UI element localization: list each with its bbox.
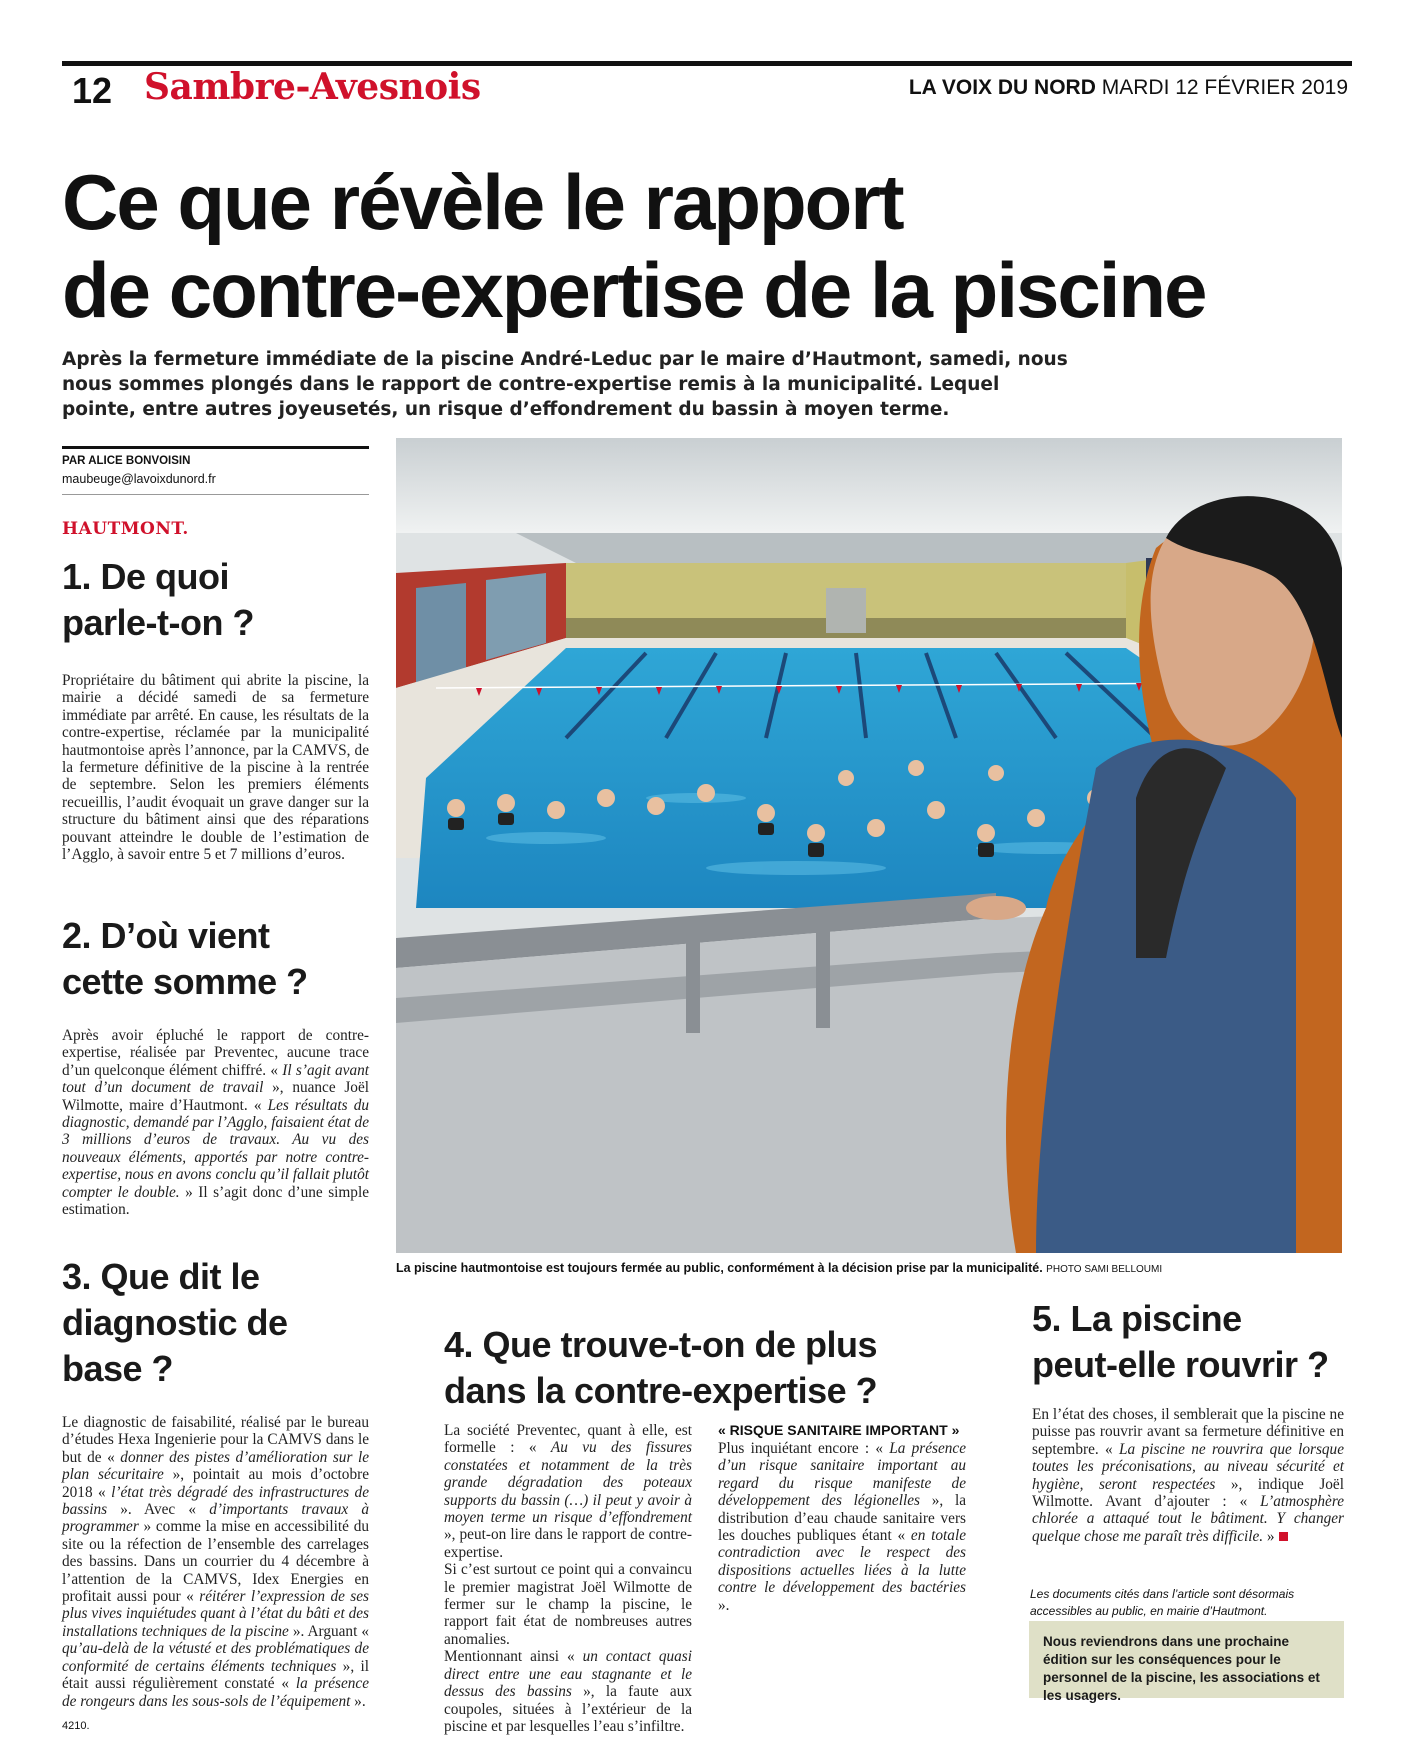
question-5-block [1032, 1296, 1344, 1545]
footer-code: 4210. [62, 1720, 90, 1732]
question-5-text [1032, 1406, 1344, 1545]
question-1-line-1: 1. De quoi [62, 556, 230, 597]
q5-text-run: » [1263, 1527, 1275, 1545]
byline-author: PAR ALICE BONVOISIN [62, 455, 191, 467]
byline-divider [62, 494, 369, 495]
subheading-health-risk: « RISQUE SANITAIRE IMPORTANT » [718, 1422, 960, 1438]
follow-up-text: Nous reviendrons dans une prochaine édition sur les conséquences pour le personnel de la piscine, les associations et les usagers. [1043, 1634, 1320, 1703]
q4-text-run: », la faute aux coupoles, situées à l’extérieur de la piscine et par lesquelles l’eau s’infiltre. [444, 1683, 692, 1735]
issue-date: MARDI 12 FÉVRIER 2019 [1101, 76, 1348, 99]
pool-photo [396, 438, 1342, 1253]
q4-text-run: », peut-on lire dans le rapport de contre-expertise. [444, 1526, 692, 1561]
follow-up-box [1029, 1621, 1344, 1703]
q4-text-run: ». [718, 1596, 730, 1614]
photo-credit: PHOTO SAMI BELLOUMI [1046, 1264, 1163, 1275]
q2-text-run: Après avoir épluché le rapport de contre-expertise, réalisée par Preventec, aucune trace d’un quelconque élément chiffré. « [62, 1027, 369, 1079]
question-2-line-1: 2. D’où vient [62, 915, 270, 956]
headline-line-1: Ce que révèle le rapport [62, 158, 903, 246]
q2-text-run: », nuance Joël Wilmotte, maire d’Hautmont. « [62, 1079, 369, 1114]
q3-text-run: » comme la mise en accessibilité du site ou la réfection de l’ensemble des carrelages des bassins. Dans un courrier du 4 décembre à l’attention de la CAMVS, Idex Energies en profitait aussi pour « [62, 1518, 369, 1606]
question-1-title [62, 554, 369, 646]
question-4-column-2 [718, 1422, 966, 1614]
q3-quote: d’importants travaux à programmer [62, 1501, 369, 1536]
newspaper-name: LA VOIX DU NORD [908, 76, 1096, 99]
q3-quote: la présence de rongeurs dans les sous-sols de l’équipement [62, 1675, 370, 1710]
q3-quote: qu’au-delà de la vétusté et des problématiques de conformité de certains éléments techniques [62, 1640, 369, 1675]
question-4-line-2: dans la contre-expertise ? [444, 1370, 878, 1411]
q4-quote: en totale contradiction avec le respect des dispositions actuelles liées à la lutte contre le développement des bactéries [718, 1527, 966, 1597]
question-1-block [62, 554, 369, 863]
section-name: Sambre-Avesnois [144, 66, 481, 108]
page-number: 12 [72, 70, 113, 111]
byline-rule [62, 446, 369, 449]
photo-caption-text: La piscine hautmontoise est toujours fermée au public, conformément à la décision prise par la municipalité. [396, 1261, 1043, 1275]
q4-text-run: », la distribution d’eau chaude sanitaire vers les douches publiques étant « [718, 1492, 966, 1545]
dateline: HAUTMONT. [62, 519, 189, 539]
documents-note: Les documents cités dans l’article sont désormais accessibles au public, en mairie d’Hautmont. [1030, 1587, 1295, 1618]
q4-quote: Au vu des fissures constatées et notamment de la très grande dégradation des poteaux supports du bassin (…) il peut y avoir à moyen terme un risque d’effondrement [444, 1439, 692, 1527]
question-4-title-block [444, 1322, 974, 1414]
photo-caption [396, 1261, 1342, 1275]
q4-text-run: La société Preventec, quant à elle, est formelle : « [444, 1422, 692, 1457]
q2-quote-2: Les résultats du diagnostic, demandé par l’Agglo, faisaient état de 3 millions d’euros de travaux. Au vu des nouveaux éléments, apportés par notre contre-expertise, nous en avons conclu qu’il fallait plutôt compter le double. [62, 1096, 370, 1201]
question-3-line-1: 3. Que dit le [62, 1256, 260, 1297]
question-2-line-2: cette somme ? [62, 961, 308, 1002]
question-5-line-2: peut-elle rouvrir ? [1032, 1344, 1329, 1385]
question-3-block [62, 1254, 369, 1710]
question-5-title [1032, 1296, 1344, 1388]
q3-text-run: », il était aussi régulièrement constaté « [62, 1657, 369, 1693]
question-1-line-2: parle-t-on ? [62, 602, 254, 643]
q4-text-run: Mentionnant ainsi « [444, 1648, 583, 1666]
end-of-article-mark [1279, 1532, 1288, 1541]
pool-photo-illustration [396, 438, 1342, 1253]
question-4-column-1 [444, 1422, 692, 1735]
q4-quote: La présence d’un risque sanitaire important au regard du risque manifeste de développement des légionelles [718, 1440, 966, 1510]
question-2-title [62, 913, 369, 1005]
question-3-text [62, 1414, 369, 1710]
q5-quote: L’atmosphère chlorée a attaqué tout le bâtiment. Y changer quelque chose me paraît très difficile. [1032, 1493, 1344, 1545]
question-4-line-1: 4. Que trouve-t-on de plus [444, 1324, 878, 1365]
question-1-text: Propriétaire du bâtiment qui abrite la piscine, la mairie a décidé samedi de sa fermeture immédiate par arrêté. En cause, les résultats de la contre-expertise, réclamée par la municipalité hautmontoise après l’annonce, par la CAMVS, de la fermeture définitive de la piscine à la rentrée de septembre. Selon les premiers éléments recueillis, l’audit évoquait un grave danger sur la structure du bâtiment ainsi que des réparations pouvant atteindre le double de l’estimation de l’Agglo, à savoir entre 5 et 7 millions d’euros. [62, 672, 369, 864]
question-4-text-2: Si c’est surtout ce point qui a convaincu le premier magistrat Joël Wilmotte de fermer sur le champ la piscine, le rapport fait état de nombreuses autres anomalies. [444, 1561, 692, 1648]
q3-text-run: ». [350, 1692, 366, 1710]
question-4-text-3 [444, 1648, 692, 1735]
question-4-text-4 [718, 1440, 966, 1614]
masthead [909, 76, 1348, 100]
question-2-text [62, 1027, 369, 1218]
q4-text-run: Plus inquiétant encore : « [718, 1440, 890, 1457]
q5-text-run: En l’état des choses, il semblerait que la piscine ne puisse pas rouvrir avant sa fermeture définitive en septembre. « [1032, 1406, 1344, 1458]
headline-line-2: de contre-expertise de la piscine [62, 246, 1206, 334]
q3-text-run: Le diagnostic de faisabilité, réalisé par le bureau d’études Hexa Ingenierie pour la CAMVS dans le but de « [62, 1414, 369, 1466]
question-4-title [444, 1322, 974, 1414]
q5-text-run: », indique Joël Wilmotte. Avant d’ajouter : « [1032, 1475, 1344, 1511]
q3-text-run: ». Avec « [107, 1501, 210, 1519]
lead-paragraph: Après la fermeture immédiate de la piscine André-Leduc par le maire d’Hautmont, samedi, nous nous sommes plongés dans le rapport de contre-expertise remis à la municipalité. Lequel pointe, entre autres joyeusetés, un risque d’effondrement du bassin à moyen terme. [62, 349, 1068, 420]
byline-email: maubeuge@lavoixdunord.fr [62, 472, 216, 486]
question-3-line-2: diagnostic de base ? [62, 1302, 288, 1389]
q5-quote: La piscine ne rouvrira que lorsque toutes les préconisations, au niveau sécurité et hygiène, seront respectées [1032, 1440, 1344, 1493]
q3-text-run: », pointait au mois d’octobre 2018 « [62, 1466, 369, 1501]
headline [62, 158, 1342, 334]
q3-quote: donner des pistes d’amélioration sur le plan sécuritaire [62, 1448, 369, 1484]
q2-text-run: » Il s’agit donc d’une simple estimation. [62, 1183, 369, 1219]
q3-quote: réitérer l’expression de ses plus vives inquiétudes quant à l’état du bâti et des installations techniques de la piscine [62, 1588, 370, 1640]
question-3-title [62, 1254, 369, 1392]
question-2-block [62, 913, 369, 1218]
q4-quote: un contact quasi direct entre une eau stagnante et le dessus des bassins [444, 1648, 693, 1701]
question-4-text-1 [444, 1422, 692, 1561]
q3-text-run: ». Arguant « [288, 1622, 369, 1640]
q2-quote-1: Il s’agit avant tout d’un document de travail [62, 1061, 369, 1097]
question-5-line-1: 5. La piscine [1032, 1298, 1242, 1339]
q3-quote: l’état très dégradé des infrastructures de bassins [62, 1483, 369, 1519]
